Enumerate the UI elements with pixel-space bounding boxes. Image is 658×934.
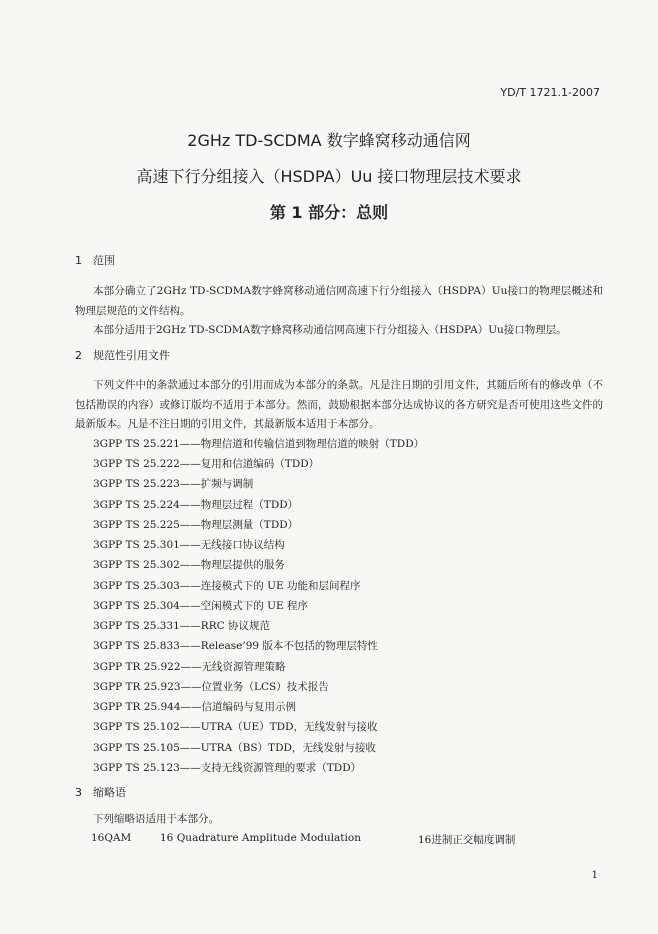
- section-2-number: 2: [75, 349, 82, 362]
- reference-item: 3GPP TR 25.923——位置业务（LCS）技术报告: [93, 681, 329, 693]
- section-2-heading: [75, 347, 170, 363]
- section-1-heading: [75, 252, 115, 268]
- title-line-1: 2GHz TD-SCDMA 数字蜂窝移动通信网: [187, 131, 471, 150]
- reference-item: 3GPP TS 25.833——Release’99 版本不包括的物理层特性: [93, 640, 378, 652]
- reference-item: 3GPP TS 25.123——支持无线资源管理的要求（TDD）: [93, 762, 362, 774]
- abbreviations-intro: 下列缩略语适用于本部分。: [93, 813, 219, 825]
- section-1-title: 范围: [93, 254, 115, 267]
- reference-item: 3GPP TS 25.225——物理层测量（TDD）: [93, 519, 299, 531]
- abbreviation-term: 16QAM: [91, 832, 132, 844]
- reference-item: 3GPP TS 25.222——复用和信道编码（TDD）: [93, 458, 320, 470]
- scope-paragraph-1: 本部分确立了2GHz TD-SCDMA数字蜂窝移动通信网高速下行分组接入（HSDPA）Uu接口的物理层概述和物理层规范的文件结构。: [75, 285, 603, 317]
- reference-item: 3GPP TR 25.944——信道编码与复用示例: [93, 701, 297, 713]
- reference-item: 3GPP TS 25.301——无线接口协议结构: [93, 539, 285, 551]
- reference-item: 3GPP TS 25.302——物理层提供的服务: [93, 559, 285, 571]
- section-3-heading: [75, 784, 126, 800]
- title-line-3: 第 1 部分：总则: [269, 203, 389, 222]
- section-3-title: 缩略语: [93, 786, 126, 799]
- reference-item: 3GPP TS 25.105——UTRA（BS）TDD，无线发射与接收: [93, 742, 376, 754]
- abbreviation-english: 16 Quadrature Amplitude Modulation: [160, 832, 361, 844]
- reference-item: 3GPP TR 25.922——无线资源管理策略: [93, 661, 286, 673]
- abbreviation-chinese: 16进制正交幅度调制: [418, 834, 516, 846]
- reference-item: 3GPP TS 25.303——连接模式下的 UE 功能和层间程序: [93, 580, 361, 592]
- reference-item: 3GPP TS 25.304——空闲模式下的 UE 程序: [93, 600, 308, 612]
- scope-paragraph-2: 本部分适用于2GHz TD-SCDMA数字蜂窝移动通信网高速下行分组接入（HSDPA）Uu接口物理层。: [93, 324, 567, 336]
- title-line-2: 高速下行分组接入（HSDPA）Uu 接口物理层技术要求: [136, 167, 522, 186]
- section-3-number: 3: [75, 786, 82, 799]
- references-intro-paragraph: 下列文件中的条款通过本部分的引用而成为本部分的条款。凡是注日期的引用文件，其随后所有的修改单（不包括勘误的内容）或修订版均不适用于本部分。然而，鼓励根据本部分达成协议的各方研究是否可使用这些文件的最新版本。凡是不注日期的引用文件，其最新版本适用于本部分。: [75, 379, 603, 430]
- standard-code: YD/T 1721.1-2007: [500, 86, 600, 99]
- section-2-title: 规范性引用文件: [93, 349, 170, 362]
- page-number: 1: [591, 870, 598, 881]
- reference-item: 3GPP TS 25.224——物理层过程（TDD）: [93, 499, 299, 511]
- reference-item: 3GPP TS 25.102——UTRA（UE）TDD，无线发射与接收: [93, 721, 378, 733]
- reference-item: 3GPP TS 25.331——RRC 协议规范: [93, 620, 270, 632]
- section-1-number: 1: [75, 254, 82, 267]
- reference-item: 3GPP TS 25.223——扩频与调制: [93, 478, 254, 490]
- reference-item: 3GPP TS 25.221——物理信道和传输信道到物理信道的映射（TDD）: [93, 438, 425, 450]
